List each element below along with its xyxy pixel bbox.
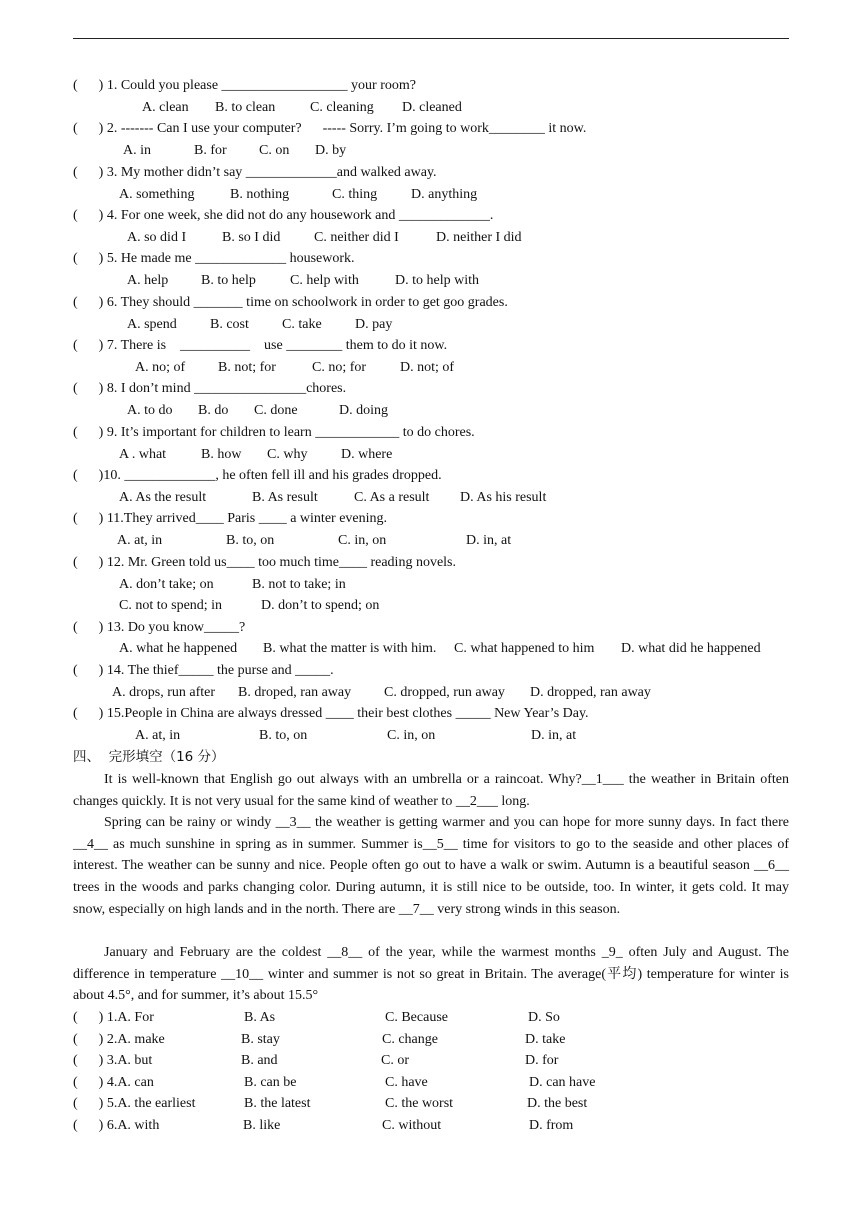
option-d: D. in, at bbox=[531, 728, 577, 743]
option-a: A. don’t take; on bbox=[119, 577, 214, 592]
option-c: C. no; for bbox=[312, 360, 367, 375]
option-b: B. and bbox=[241, 1053, 278, 1068]
option-d: D. what did he happened bbox=[621, 641, 761, 656]
option-c: C. why bbox=[267, 447, 308, 462]
option-a: A. spend bbox=[127, 317, 177, 332]
question-stem: ( ) 8. I don’t mind ________________chores. bbox=[73, 381, 347, 396]
question-stem: ( ) 14. The thief_____ the purse and _____. bbox=[73, 663, 334, 678]
section-heading: 四、 完形填空（16 分） bbox=[73, 749, 225, 765]
option-c: C. take bbox=[282, 317, 322, 332]
question-stem: ( ) 1. Could you please __________________ your room? bbox=[73, 78, 416, 93]
option-a: A. no; of bbox=[135, 360, 186, 375]
option-a: A. at, in bbox=[117, 533, 163, 548]
question-stem: ( ) 5. He made me _____________ housework. bbox=[73, 251, 355, 266]
question-stem: ( ) 3. My mother didn’t say _____________and walked away. bbox=[73, 165, 437, 180]
option-c: C. on bbox=[259, 143, 290, 158]
cloze-stem: ( ) 6.A. with bbox=[73, 1118, 160, 1133]
option-b: B. to, on bbox=[259, 728, 308, 743]
option-b: B. stay bbox=[241, 1032, 280, 1047]
option-c: C. dropped, run away bbox=[384, 685, 505, 700]
option-d: D. can have bbox=[529, 1075, 596, 1090]
question-stem: ( ) 2. ------- Can I use your computer? ----- Sorry. I’m going to work________ it now. bbox=[73, 121, 587, 136]
question-stem: ( ) 12. Mr. Green told us____ too much time____ reading novels. bbox=[73, 555, 456, 570]
option-a: A. clean bbox=[142, 100, 189, 115]
passage-paragraph bbox=[73, 942, 789, 1007]
option-d: D. As his result bbox=[460, 490, 547, 505]
option-c: C. Because bbox=[385, 1010, 448, 1025]
cloze-stem: ( ) 4.A. can bbox=[73, 1075, 154, 1090]
option-d: D. for bbox=[525, 1053, 559, 1068]
option-c: C. in, on bbox=[387, 728, 436, 743]
question-stem: ( ) 6. They should _______ time on schoolwork in order to get goo grades. bbox=[73, 295, 508, 310]
paragraph-text: It is well-known that English go out always with an umbrella or a raincoat. Why?__1___ the weather in Britain often changes quickly. It is not very usual for the same kind of weather to bbox=[73, 772, 789, 809]
option-b: B. what the matter is with him. bbox=[263, 641, 437, 656]
option-d: D. dropped, ran away bbox=[530, 685, 651, 700]
option-a: A . what bbox=[119, 447, 167, 462]
option-b: B. to, on bbox=[226, 533, 275, 548]
question-stem: ( ) 9. It’s important for children to learn ____________ to do chores. bbox=[73, 425, 475, 440]
option-c: C. in, on bbox=[338, 533, 387, 548]
option-c: C. what happened to him bbox=[454, 641, 595, 656]
question-stem: ( ) 4. For one week, she did not do any housework and _____________. bbox=[73, 208, 494, 223]
option-d: D. not; of bbox=[400, 360, 455, 375]
paragraph-text: Spring can be rainy or windy __3__ the weather is getting warmer and you can hope for more sunny days. In fact there __4__ as much sunshine in spring as in summer. Summer is__5__ time for visitors to go to the seaside and other places of interest. The weather can be sunny and nice. People often go out to have a walk or swim. Autumn is a beautiful season __6__ trees in the woods and parks changing color. During autumn, it is still nice to be outside, too. In winter, it gets cold. It may snow, especially on high lands and in the north. There are __7__ very strong winds in this season. bbox=[73, 815, 789, 917]
option-c: C. cleaning bbox=[310, 100, 374, 115]
option-d: D. So bbox=[528, 1010, 560, 1025]
option-c: C. the worst bbox=[385, 1096, 454, 1111]
option-b: B. droped, ran away bbox=[238, 685, 352, 700]
option-b: B. can be bbox=[244, 1075, 297, 1090]
option-b: B. cost bbox=[210, 317, 249, 332]
option-d: D. to help with bbox=[395, 273, 479, 288]
option-b: B. the latest bbox=[244, 1096, 311, 1111]
option-b: B. not; for bbox=[218, 360, 276, 375]
cloze-stem: ( ) 2.A. make bbox=[73, 1032, 165, 1047]
option-a: A. to do bbox=[127, 403, 173, 418]
option-b: B. how bbox=[201, 447, 242, 462]
option-d: D. from bbox=[529, 1118, 574, 1133]
option-b: B. As result bbox=[252, 490, 318, 505]
option-c: C. thing bbox=[332, 187, 378, 202]
cloze-stem: ( ) 3.A. but bbox=[73, 1053, 153, 1068]
option-d: D. cleaned bbox=[402, 100, 462, 115]
option-b: B. for bbox=[194, 143, 227, 158]
option-c: C. not to spend; in bbox=[119, 598, 223, 613]
option-a: A. at, in bbox=[135, 728, 181, 743]
option-d: D. pay bbox=[355, 317, 393, 332]
option-a: A. drops, run after bbox=[112, 685, 216, 700]
option-d: D. don’t to spend; on bbox=[261, 598, 380, 613]
option-c: C. or bbox=[381, 1053, 409, 1068]
paragraph-tail: __2___ long. bbox=[455, 793, 530, 809]
cloze-stem: ( ) 1.A. For bbox=[73, 1010, 154, 1025]
option-d: D. take bbox=[525, 1032, 566, 1047]
option-b: B. do bbox=[198, 403, 229, 418]
option-a: A. so did I bbox=[127, 230, 187, 245]
cloze-stem: ( ) 5.A. the earliest bbox=[73, 1096, 196, 1111]
option-a: A. something bbox=[119, 187, 195, 202]
option-c: C. have bbox=[385, 1075, 428, 1090]
option-a: A. help bbox=[127, 273, 169, 288]
passage-paragraph bbox=[73, 769, 789, 812]
option-b: B. to clean bbox=[215, 100, 276, 115]
passage-paragraph bbox=[73, 812, 789, 921]
question-stem: ( ) 7. There is __________ use ________ them to do it now. bbox=[73, 338, 448, 353]
question-stem: ( ) 13. Do you know_____? bbox=[73, 620, 246, 635]
option-d: D. the best bbox=[527, 1096, 588, 1111]
option-c: C. change bbox=[382, 1032, 438, 1047]
option-c: C. without bbox=[382, 1118, 442, 1133]
option-d: D. doing bbox=[339, 403, 388, 418]
option-d: D. in, at bbox=[466, 533, 512, 548]
option-b: B. so I did bbox=[222, 230, 281, 245]
option-c: C. As a result bbox=[354, 490, 430, 505]
option-d: D. neither I did bbox=[436, 230, 522, 245]
question-stem: ( ) 15.People in China are always dressed ____ their best clothes _____ New Year’s Day. bbox=[73, 706, 589, 721]
option-b: B. not to take; in bbox=[252, 577, 346, 592]
option-a: A. in bbox=[123, 143, 151, 158]
option-d: D. by bbox=[315, 143, 347, 158]
option-c: C. neither did I bbox=[314, 230, 399, 245]
paragraph-text: January and February are the coldest __8__ of the year, while the warmest months _9_ often July and August. The difference in temperature __10__ winter and summer is not so great in Britain. The average(平均) temperature for winter is about 4.5°, and for summer, it’s about 15.5° bbox=[73, 945, 789, 1004]
option-d: D. where bbox=[341, 447, 393, 462]
option-b: B. like bbox=[243, 1118, 281, 1133]
option-c: C. help with bbox=[290, 273, 359, 288]
question-stem: ( )10. _____________, he often fell ill and his grades dropped. bbox=[73, 468, 442, 483]
option-c: C. done bbox=[254, 403, 298, 418]
option-b: B. nothing bbox=[230, 187, 290, 202]
header-rule bbox=[73, 38, 789, 39]
option-b: B. to help bbox=[201, 273, 256, 288]
option-b: B. As bbox=[244, 1010, 276, 1025]
option-d: D. anything bbox=[411, 187, 478, 202]
question-stem: ( ) 11.They arrived____ Paris ____ a winter evening. bbox=[73, 511, 388, 526]
option-a: A. what he happened bbox=[119, 641, 238, 656]
option-a: A. As the result bbox=[119, 490, 207, 505]
